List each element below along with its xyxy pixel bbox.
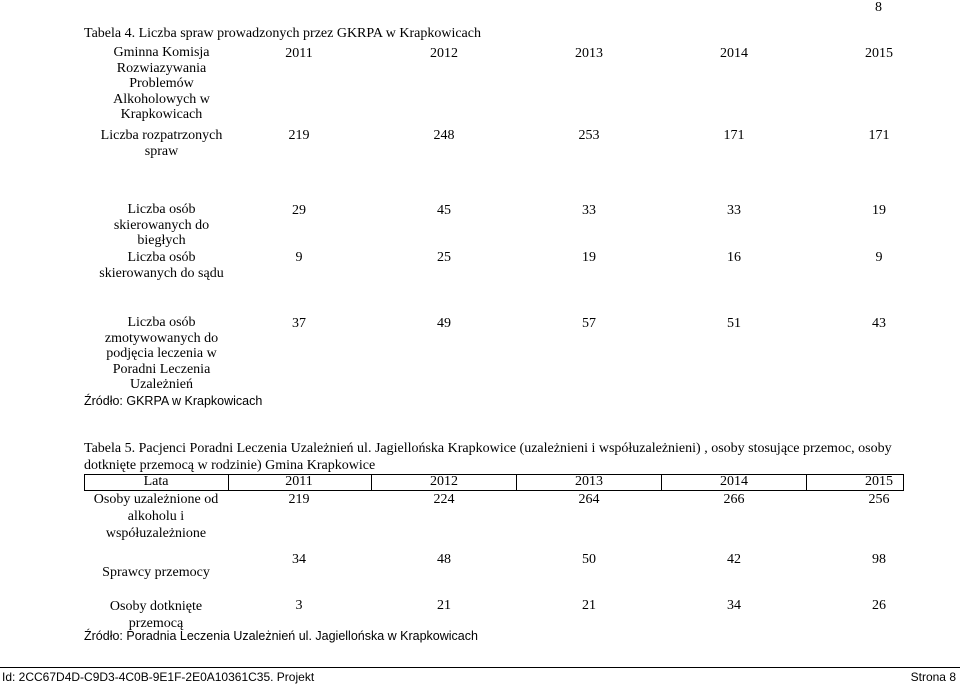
row-label-line: Liczba osób (127, 315, 196, 330)
table-4-cell: 29 (292, 203, 306, 218)
table-4-cell: 45 (437, 203, 451, 218)
row-label-line: Liczba osób (127, 202, 196, 217)
table-5-border (661, 474, 662, 490)
table-5-cell: 219 (288, 492, 310, 507)
table-5-year-header: 2011 (285, 474, 313, 489)
table-4-row-label (84, 250, 239, 281)
header-label-line: Krapkowicach (120, 107, 203, 122)
page-number-top: 8 (875, 0, 882, 15)
table-5-cell: 34 (292, 552, 306, 567)
table-4-cell: 248 (433, 128, 455, 143)
table-4-cell: 49 (437, 316, 451, 331)
row-label-line: Liczba osób (127, 250, 196, 265)
table-5-border (516, 474, 517, 490)
header-label-line: Alkoholowych w (113, 91, 210, 107)
table-4-cell: 25 (437, 250, 451, 265)
row-label-line: skierowanych do (113, 217, 210, 233)
table-4-year-header: 2011 (285, 46, 313, 61)
table-5-row-label (84, 598, 228, 632)
table-4-cell: 16 (727, 250, 741, 265)
table-4-row-label (84, 315, 239, 393)
row-label-line: przemocą (128, 616, 184, 631)
table-5-border (371, 474, 372, 490)
table-4-cell: 171 (723, 128, 745, 143)
row-label-line: spraw (144, 143, 179, 159)
table-5-cell: 3 (295, 598, 303, 613)
table-5-cell: 264 (578, 492, 600, 507)
table-5-year-header: 2012 (430, 474, 458, 489)
table-5-cell: 50 (582, 552, 596, 567)
table-4-cell: 9 (875, 250, 883, 265)
table-4-cell: 19 (582, 250, 596, 265)
table-4-cell: 57 (582, 316, 596, 331)
row-label-line: Uzależnień (130, 377, 193, 392)
table-4-caption: Tabela 4. Liczba spraw prowadzonych przez GKRPA w Krapkowicach (84, 26, 481, 41)
table-5-year-header: 2014 (720, 474, 748, 489)
row-label-line: biegłych (137, 233, 186, 248)
table-5-cell: 256 (868, 492, 890, 507)
header-label-line: Rozwiazywania (116, 60, 207, 76)
table-4-cell: 43 (872, 316, 886, 331)
table-4-cell: 171 (868, 128, 890, 143)
table-5-header-label: Lata (143, 474, 169, 489)
table-5-cell: 42 (727, 552, 741, 567)
page-footer (0, 667, 960, 685)
table-5-cell: 26 (872, 598, 886, 613)
table-5-source: Źródło: Poradnia Leczenia Uzależnień ul. Jagiellońska w Krapkowicach (84, 629, 478, 643)
table-4-cell: 33 (727, 203, 741, 218)
row-label-line: Sprawcy przemocy (102, 565, 210, 580)
table-4-cell: 219 (288, 128, 310, 143)
table-5-cell: 224 (433, 492, 455, 507)
table-4-year-header: 2015 (865, 46, 893, 61)
table-4-row-label (84, 128, 239, 159)
table-5-cell: 48 (437, 552, 451, 567)
header-label-line: Gminna Komisja (113, 45, 210, 60)
table-5-row-label (84, 565, 228, 581)
table-4-year-header: 2012 (430, 46, 458, 61)
row-label-line: Liczba rozpatrzonych (100, 128, 223, 143)
table-5-cell: 21 (437, 598, 451, 613)
table-4-cell: 19 (872, 203, 886, 218)
table-4-year-header: 2014 (720, 46, 748, 61)
table-5-cell: 21 (582, 598, 596, 613)
row-label-line: Osoby dotknięte (109, 599, 203, 614)
page-number-footer: Strona 8 (910, 670, 956, 684)
table-4-cell: 33 (582, 203, 596, 218)
document-id: Id: 2CC67D4D-C9D3-4C0B-9E1F-2E0A10361C35. Projekt (2, 670, 315, 684)
table-4-header-label (84, 45, 239, 123)
row-label-line: podjęcia leczenia w (106, 346, 217, 361)
row-label-line: zmotywowanych do (104, 330, 219, 346)
row-label-line: Poradni Leczenia (112, 361, 211, 377)
table-5-row-label (84, 491, 228, 542)
table-5-border (806, 474, 807, 490)
table-5-cell: 34 (727, 598, 741, 613)
table-5-cell: 98 (872, 552, 886, 567)
table-4-row-label (84, 202, 239, 249)
table-5-cell: 266 (723, 492, 745, 507)
table-4-cell: 51 (727, 316, 741, 331)
table-4-year-header: 2013 (575, 46, 603, 61)
table-4-source: Źródło: GKRPA w Krapkowicach (84, 394, 263, 408)
row-label-line: Osoby uzależnione od (93, 492, 219, 507)
table-4-cell: 9 (295, 250, 303, 265)
table-5-border (903, 474, 904, 490)
header-label-line: Problemów (129, 76, 194, 91)
row-label-line: skierowanych do sądu (99, 265, 224, 281)
table-5-caption: Tabela 5. Pacjenci Poradni Leczenia Uzależnień ul. Jagiellońska Krapkowice (uzależnieni i współuzależnieni) , osoby stosujące przemoc, osoby dotknięte przemocą w rodzinie) Gmina Krapkowice (84, 441, 892, 473)
row-label-line: współuzależnione (105, 526, 207, 541)
table-5-year-header: 2015 (865, 474, 893, 489)
table-4-cell: 37 (292, 316, 306, 331)
table-5-border (228, 474, 229, 490)
row-label-line: alkoholu i (127, 509, 185, 524)
table-5-year-header: 2013 (575, 474, 603, 489)
table-4-cell: 253 (578, 128, 600, 143)
